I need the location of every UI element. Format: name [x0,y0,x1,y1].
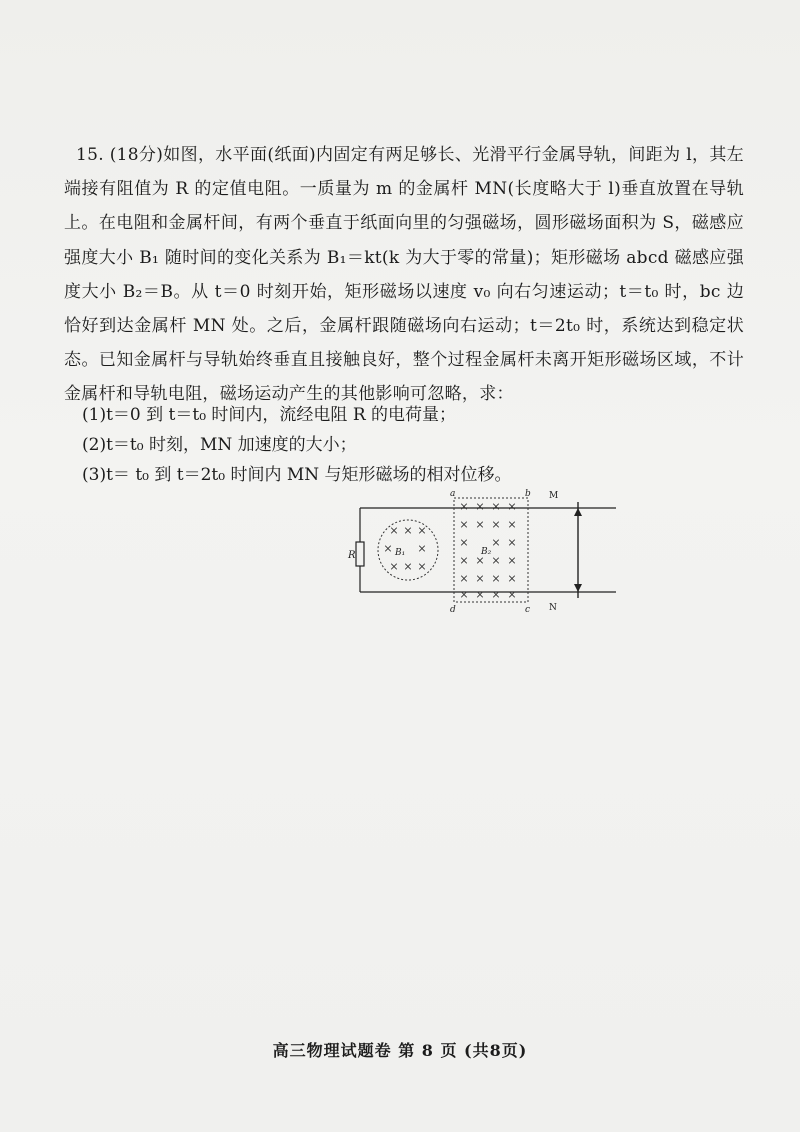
b1-cross: × [389,560,399,573]
b2-label: B₂ [481,547,492,557]
b2-cross: × [459,518,469,531]
b2-cross: × [475,572,485,585]
b2-cross: × [475,500,485,513]
b2-cross: × [507,588,517,601]
arrow-up-icon [574,508,582,516]
b2-cross: × [491,554,501,567]
resistor-label: R [348,550,356,561]
b2-cross: × [459,554,469,567]
b2-cross: × [507,518,517,531]
rod-m-label: M [549,491,559,501]
resistor [356,542,364,566]
b2-cross: × [491,500,501,513]
b2-cross: × [507,554,517,567]
b1-cross: × [417,560,427,573]
b2-cross: × [491,588,501,601]
b1-cross: × [417,542,427,555]
b2-cross: × [491,572,501,585]
arrow-down-icon [574,584,582,592]
question-1: (1)t＝0 到 t＝t₀ 时间内，流经电阻 R 的电荷量； [82,405,457,425]
page-footer: 高三物理试题卷 第 8 页 (共8页) [272,1041,528,1060]
problem-text: 15. (18分)如图，水平面(纸面)内固定有两足够长、光滑平行金属导轨，间距为 l，其左端接有阻值为 R 的定值电阻。一质量为 m 的金属杆 MN(长度略大于 l)垂直放置在导轨上。在电阻和金属杆间，有两个垂直于纸面向里的匀强磁场，圆形磁场面积为 S，磁感应强度大小 B₁ 随时间的变化关系为 B₁＝kt(k 为大于零的常量)；矩形磁场 abcd 磁感应强度大小 B₂＝B。从 t＝0 时刻开始，矩形磁场以速度 v₀ 向右匀速运动；t＝t₀ 时，bc 边恰好到达金属杆 MN 处。之后，金属杆跟随磁场向右运动；t＝2t₀ 时，系统达到稳定状态。已知金属杆与导轨始终垂直且接触良好，整个过程金属杆未离开矩形磁场区域，不计金属杆和导轨电阻，磁场运动产生的其他影响可忽略，求： [64,145,744,405]
b1-cross: × [389,524,399,537]
b2-cross: × [475,554,485,567]
b2-cross: × [475,518,485,531]
b2-cross: × [459,572,469,585]
b2-cross: × [507,536,517,549]
b2-cross: × [491,518,501,531]
b2-cross: × [475,588,485,601]
b2-cross: × [459,588,469,601]
b1-label: B₁ [395,548,406,558]
b2-cross: × [459,536,469,549]
b1-cross: × [417,524,427,537]
b2-cross: × [491,536,501,549]
b2-cross: × [459,500,469,513]
question-2: (2)t＝t₀ 时刻，MN 加速度的大小； [82,435,357,455]
rod-n-label: N [549,603,557,613]
b2-cross: × [507,500,517,513]
corner-d-label: d [450,605,456,615]
b1-cross: × [403,524,413,537]
b2-cross: × [507,572,517,585]
b1-cross: × [403,560,413,573]
circuit-figure [346,486,616,616]
b1-cross: × [383,542,393,555]
corner-a-label: a [450,489,456,499]
corner-b-label: b [525,489,531,499]
question-3: (3)t＝ t₀ 到 t＝2t₀ 时间内 MN 与矩形磁场的相对位移。 [82,465,512,485]
problem-statement [64,138,744,412]
corner-c-label: c [525,605,531,615]
